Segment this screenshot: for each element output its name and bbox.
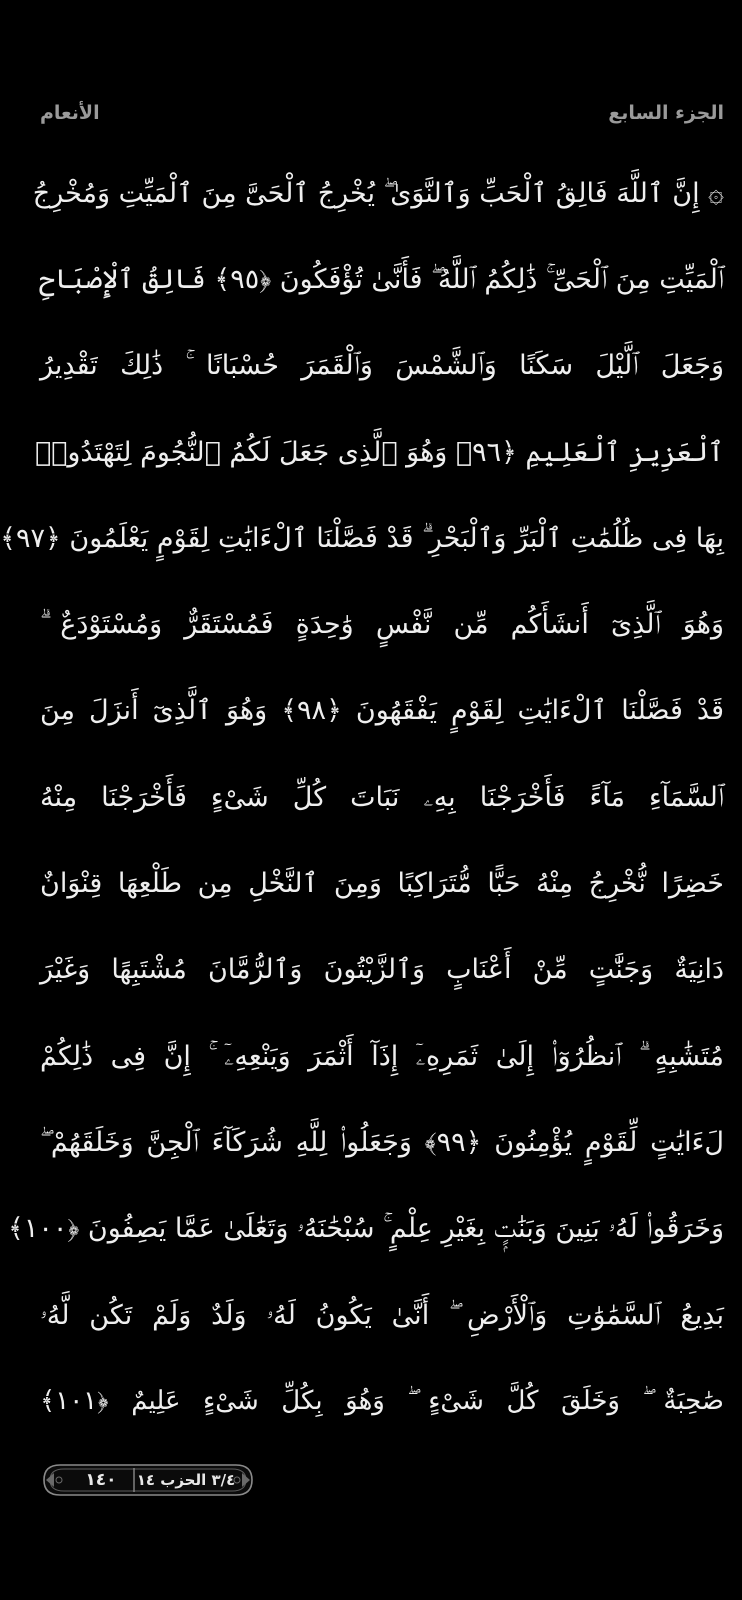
line-text: ٱلسَّمَآءِ مَآءً فَأَخْرَجْنَا بِهِۦ نَبَاتَ كُلِّ شَىْءٍ فَأَخْرَجْنَا مِنْهُ	[40, 781, 724, 813]
line-text: بَدِيعُ ٱلسَّمَٰوَٰتِ وَٱلْأَرْضِ ۖ أَنَّىٰ يَكُونُ لَهُۥ وَلَدٌ وَلَمْ تَكُن لَّهُۥ	[40, 1299, 724, 1331]
page-number: ١٤٠	[85, 1470, 117, 1490]
line-text: لَءَايَٰتٍ لِّقَوْمٍ يُؤْمِنُونَ ﴿٩٩﴾ وَجَعَلُوا۟ لِلَّهِ شُرَكَآءَ ٱلْجِنَّ وَخَلَقَهُمْ ۖ	[40, 1126, 724, 1158]
mushaf-line[interactable]	[40, 754, 724, 840]
mushaf-line[interactable]	[40, 1358, 724, 1444]
page-header	[40, 96, 724, 130]
mushaf-line[interactable]	[32, 150, 724, 236]
line-text: قَدْ فَصَّلْنَا ٱلْءَايَٰتِ لِقَوْمٍ يَفْقَهُونَ ﴿٩٨﴾ وَهُوَ ٱلَّذِىٓ أَنزَلَ مِنَ	[40, 695, 724, 727]
mushaf-line[interactable]	[40, 1013, 724, 1099]
line-text: خَضِرًا نُّخْرِجُ مِنْهُ حَبًّا مُّتَرَاكِبًا وَمِنَ ٱلنَّخْلِ مِن طَلْعِهَا قِنْوَانٌ	[40, 868, 724, 900]
mushaf-line[interactable]	[40, 1099, 724, 1185]
mushaf-line[interactable]	[40, 1272, 724, 1358]
mushaf-line[interactable]	[40, 840, 724, 926]
line-text: بِهَا فِى ظُلُمَٰتِ ٱلْبَرِّ وَٱلْبَحْرِ ۗ قَدْ فَصَّلْنَا ٱلْءَايَٰتِ لِقَوْمٍ يَعْلَمُونَ ﴿٩٧﴾	[0, 522, 724, 554]
mushaf-line[interactable]	[40, 581, 724, 667]
juz-label[interactable]: الجزء السابع	[608, 102, 724, 124]
hizb-label: ٣/٤ الحزب ١٤	[136, 1471, 236, 1489]
line-text: دَانِيَةٌ وَجَنَّٰتٍ مِّنْ أَعْنَابٍ وَٱلزَّيْتُونَ وَٱلرُّمَّانَ مُشْتَبِهًا وَغَيْرَ	[40, 954, 724, 986]
mushaf-line[interactable]	[40, 236, 724, 322]
mushaf-line[interactable]	[34, 409, 724, 495]
line-text: ٱلْمَيِّتِ مِنَ ٱلْحَىِّ ۚ ذَٰلِكُمُ ٱللَّهُ ۖ فَأَنَّىٰ تُؤْفَكُونَ ﴿٩٥﴾ فَالِقُ ٱلْإِصْبَاحِ	[39, 263, 724, 295]
mushaf-line[interactable]	[40, 927, 724, 1013]
page-footer-badge[interactable]	[42, 1462, 254, 1498]
mushaf-line[interactable]	[8, 1186, 724, 1272]
mushaf-line[interactable]	[40, 668, 724, 754]
line-text: صَٰحِبَةٌ ۖ وَخَلَقَ كُلَّ شَىْءٍ ۖ وَهُوَ بِكُلِّ شَىْءٍ عَلِيمٌ ﴿١٠١﴾	[40, 1386, 724, 1417]
line-text: ۞ إِنَّ ٱللَّهَ فَالِقُ ٱلْحَبِّ وَٱلنَّوَىٰ ۖ يُخْرِجُ ٱلْحَىَّ مِنَ ٱلْمَيِّتِ وَمُخْرِجُ	[32, 177, 724, 209]
line-text: ٱلْعَزِيزِ ٱلْعَلِيمِ ﴿٩٦﴾ وَهُوَ ٱلَّذِى جَعَلَ لَكُمُ ٱلنُّجُومَ لِتَهْتَدُوا۟	[34, 436, 724, 468]
mushaf-line[interactable]	[40, 323, 724, 409]
line-text: وَجَعَلَ ٱلَّيْلَ سَكَنًا وَٱلشَّمْسَ وَٱلْقَمَرَ حُسْبَانًا ۚ ذَٰلِكَ تَقْدِيرُ	[40, 350, 724, 382]
quran-page-text[interactable]	[0, 150, 724, 1444]
line-text: وَخَرَقُوا۟ لَهُۥ بَنِينَ وَبَنَٰتٍۭ بِغَيْرِ عِلْمٍ ۚ سُبْحَٰنَهُۥ وَتَعَٰلَىٰ عَمَّا يَصِفُونَ ﴿١٠٠﴾	[8, 1213, 724, 1245]
line-text: وَهُوَ ٱلَّذِىٓ أَنشَأَكُم مِّن نَّفْسٍ وَٰحِدَةٍ فَمُسْتَقَرٌّ وَمُسْتَوْدَعٌ ۗ	[40, 609, 724, 641]
mushaf-line[interactable]	[0, 495, 724, 581]
line-text: مُتَشَٰبِهٍ ۗ ٱنظُرُوٓا۟ إِلَىٰ ثَمَرِهِۦٓ إِذَآ أَثْمَرَ وَيَنْعِهِۦٓ ۚ إِنَّ فِى ذَٰلِكُمْ	[40, 1040, 724, 1072]
surah-name[interactable]: الأنعام	[40, 102, 100, 124]
